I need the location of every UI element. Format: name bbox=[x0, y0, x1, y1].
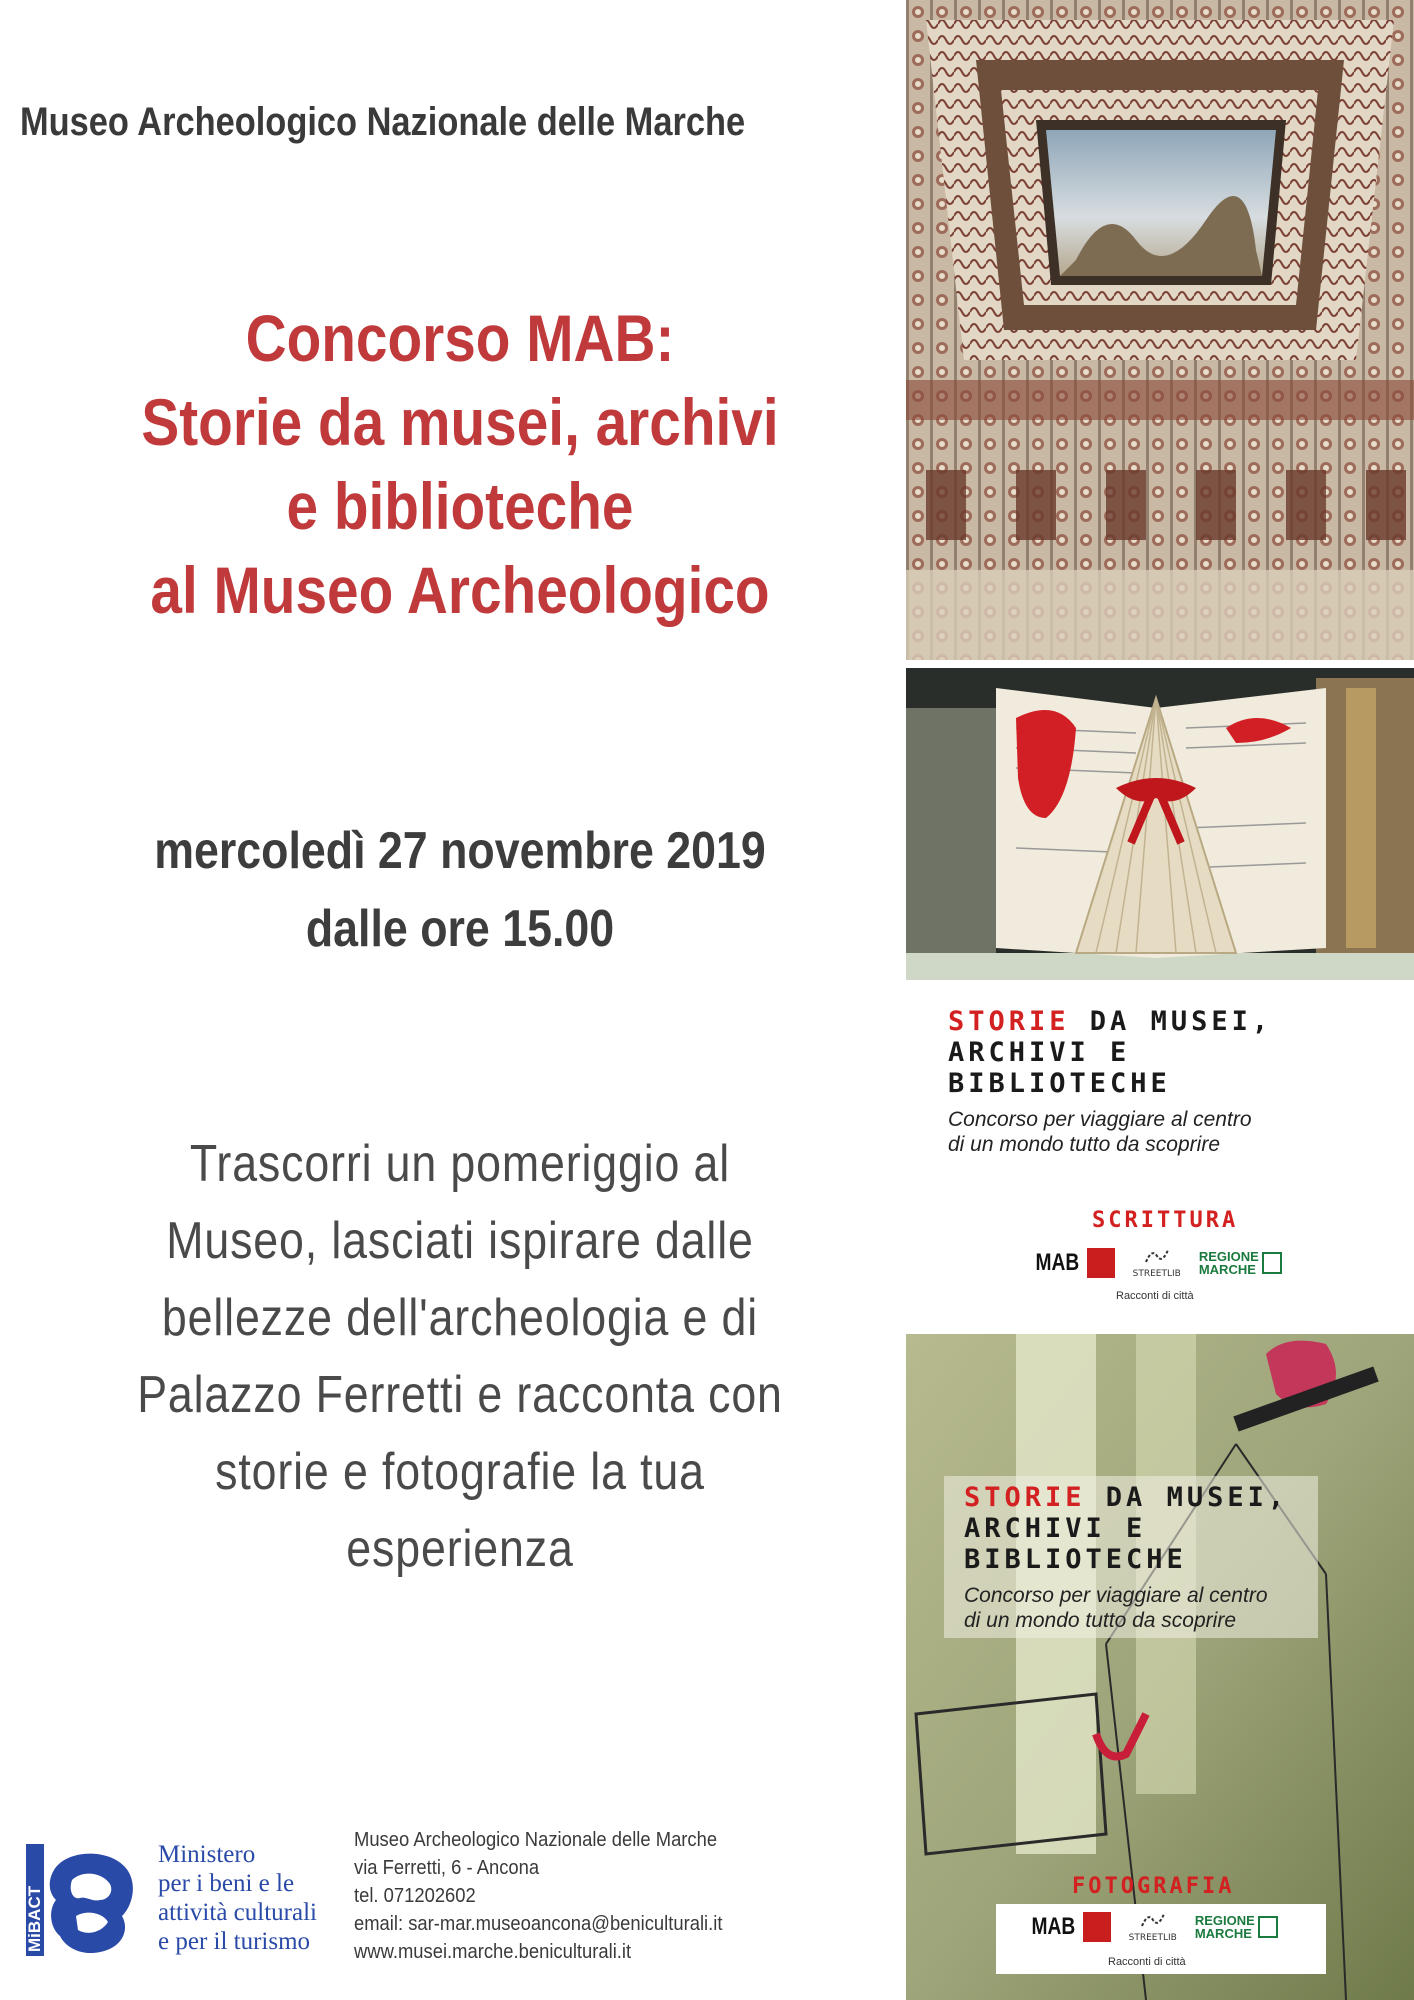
mab-logo-box bbox=[1087, 1248, 1115, 1278]
description-line: Trascorri un pomeriggio al bbox=[189, 1135, 731, 1193]
regione-marche-logo bbox=[1195, 1914, 1278, 1940]
poster-title-line3: BIBLIOTECHE bbox=[948, 1068, 1171, 1099]
contact-email[interactable]: email: sar-mar.museoancona@beniculturali.it bbox=[354, 1913, 723, 1935]
contact-name: Museo Archeologico Nazionale delle Marche bbox=[354, 1829, 718, 1851]
ministry-acronym: MiBACT bbox=[26, 1885, 44, 1952]
contact-address: via Ferretti, 6 - Ancona bbox=[354, 1857, 540, 1879]
regione-text: REGIONE MARCHE bbox=[1194, 1912, 1255, 1941]
description-line: esperienza bbox=[346, 1520, 574, 1578]
event-description bbox=[40, 1126, 880, 1588]
section-photography: FOTOGRAFIA bbox=[1072, 1874, 1235, 1899]
painted-ceiling-photo bbox=[906, 0, 1414, 660]
regione-marche-logo bbox=[1199, 1250, 1282, 1276]
poster-title-line2: ARCHIVI E bbox=[948, 1037, 1131, 1068]
description-line: storie e fotografie la tua bbox=[215, 1443, 705, 1501]
writing-logos bbox=[1030, 1246, 1282, 1279]
regione-badge-icon bbox=[1258, 1916, 1278, 1938]
event-title bbox=[60, 296, 860, 632]
poster-writing-title bbox=[948, 1006, 1388, 1099]
poster-photo-title bbox=[964, 1482, 1404, 1575]
photo-logos bbox=[1026, 1910, 1278, 1943]
regione-text: REGIONE MARCHE bbox=[1198, 1248, 1259, 1277]
poster-title-red: STORIE bbox=[948, 1006, 1070, 1037]
contact-website[interactable]: www.musei.marche.beniculturali.it bbox=[354, 1941, 632, 1963]
title-line: e biblioteche bbox=[286, 469, 634, 543]
streetlib-icon bbox=[1142, 1246, 1172, 1266]
description-line: bellezze dell'archeologia e di bbox=[161, 1289, 759, 1347]
poster-title-line3: BIBLIOTECHE bbox=[964, 1544, 1187, 1575]
description-line: Museo, lasciati ispirare dalle bbox=[166, 1212, 754, 1270]
title-line: Storie da musei, archivi bbox=[141, 385, 779, 459]
poster-title-rest: DA MUSEI, bbox=[1069, 1006, 1273, 1037]
mab-logo bbox=[1030, 1248, 1115, 1278]
streetlib-text: STREETLIB bbox=[1128, 1933, 1177, 1943]
streetlib-icon bbox=[1138, 1910, 1168, 1930]
event-date-block bbox=[60, 812, 860, 968]
poster-subtitle-line: di un mondo tutto da scoprire bbox=[964, 1609, 1236, 1632]
poster-photo-subtitle bbox=[964, 1583, 1404, 1633]
mab-logo-text: MAB bbox=[1035, 1248, 1080, 1276]
poster-writing bbox=[948, 1006, 1388, 1157]
mab-logo bbox=[1026, 1912, 1111, 1942]
ministry-line: Ministero bbox=[158, 1841, 256, 1868]
title-line: al Museo Archeologico bbox=[150, 553, 770, 627]
contact-info bbox=[354, 1826, 834, 1966]
streetlib-text: STREETLIB bbox=[1132, 1269, 1181, 1279]
museum-name: Museo Archeologico Nazionale delle Marche bbox=[20, 100, 746, 144]
mab-logo-box bbox=[1083, 1912, 1111, 1942]
racconti-di-citta: Racconti di città bbox=[1108, 1956, 1186, 1968]
contact-phone: tel. 071202602 bbox=[354, 1885, 476, 1907]
title-line: Concorso MAB: bbox=[245, 301, 675, 375]
book-tree-photo bbox=[906, 668, 1414, 980]
description-line: Palazzo Ferretti e racconta con bbox=[137, 1366, 783, 1424]
poster-title-line2: ARCHIVI E bbox=[964, 1513, 1147, 1544]
poster-title-red: STORIE bbox=[964, 1482, 1086, 1513]
streetlib-logo bbox=[1133, 1246, 1181, 1279]
poster-subtitle-line: Concorso per viaggiare al centro bbox=[948, 1108, 1252, 1131]
poster-subtitle-line: di un mondo tutto da scoprire bbox=[948, 1133, 1220, 1156]
photography-poster-photo bbox=[906, 1334, 1414, 2000]
poster-writing-subtitle bbox=[948, 1107, 1388, 1157]
streetlib-logo bbox=[1129, 1910, 1177, 1943]
ministry-logo bbox=[26, 1840, 346, 1960]
ministry-line: attività culturali bbox=[158, 1899, 317, 1926]
ministry-name bbox=[158, 1840, 317, 1956]
racconti-di-citta: Racconti di città bbox=[1116, 1290, 1194, 1302]
mibact-emblem-icon bbox=[26, 1840, 154, 1960]
ministry-line: per i beni e le bbox=[158, 1870, 295, 1897]
event-time: dalle ore 15.00 bbox=[305, 900, 615, 958]
poster-subtitle-line: Concorso per viaggiare al centro bbox=[964, 1584, 1268, 1607]
regione-badge-icon bbox=[1262, 1252, 1282, 1274]
poster-title-rest: DA MUSEI, bbox=[1085, 1482, 1289, 1513]
mab-logo-text: MAB bbox=[1031, 1912, 1076, 1940]
event-date: mercoledì 27 novembre 2019 bbox=[154, 822, 766, 880]
section-writing: SCRITTURA bbox=[1092, 1208, 1239, 1233]
poster-photo bbox=[964, 1482, 1404, 1633]
ministry-line: e per il turismo bbox=[158, 1928, 311, 1955]
